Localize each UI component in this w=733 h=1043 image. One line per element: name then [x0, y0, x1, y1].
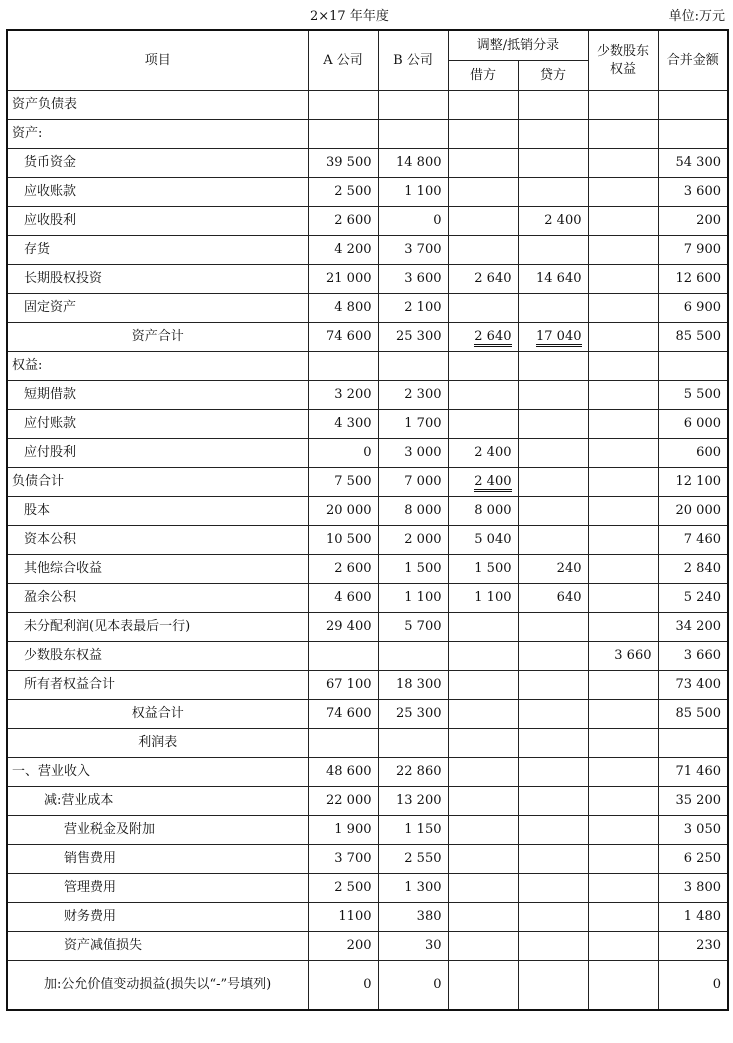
- cell-company-b: 3 700: [378, 236, 448, 265]
- table-row: [7, 120, 728, 149]
- header-minority: 少数股东权益: [588, 30, 658, 91]
- cell-consolidated: 0: [658, 961, 728, 1011]
- table-row: [7, 642, 728, 671]
- cell-minority: [588, 352, 658, 381]
- cell-credit: 2 400: [518, 207, 588, 236]
- cell-debit: 8 000: [448, 497, 518, 526]
- cell-consolidated: 7 460: [658, 526, 728, 555]
- cell-company-a: 3 200: [308, 381, 378, 410]
- cell-debit: [448, 120, 518, 149]
- underlined-value: 2 640: [474, 329, 511, 347]
- cell-company-b: [378, 729, 448, 758]
- cell-company-a: [308, 91, 378, 120]
- cell-company-a: 29 400: [308, 613, 378, 642]
- row-label: 资产合计: [7, 323, 308, 352]
- table-row: [7, 526, 728, 555]
- row-label: 管理费用: [7, 874, 308, 903]
- cell-consolidated: 12 100: [658, 468, 728, 497]
- cell-company-b: 8 000: [378, 497, 448, 526]
- cell-minority: [588, 265, 658, 294]
- cell-credit: [518, 294, 588, 323]
- cell-debit: [448, 729, 518, 758]
- cell-minority: [588, 468, 658, 497]
- row-label: 应收账款: [7, 178, 308, 207]
- cell-consolidated: 6 000: [658, 410, 728, 439]
- cell-minority: [588, 613, 658, 642]
- cell-company-b: 3 000: [378, 439, 448, 468]
- cell-debit: [448, 207, 518, 236]
- row-label: 加:公允价值变动损益(损失以“-”号填列): [7, 961, 308, 1011]
- table-row: [7, 961, 728, 1011]
- cell-credit: [518, 178, 588, 207]
- cell-company-a: 39 500: [308, 149, 378, 178]
- cell-consolidated: 600: [658, 439, 728, 468]
- cell-credit: [518, 120, 588, 149]
- cell-company-b: 25 300: [378, 323, 448, 352]
- cell-debit: [448, 381, 518, 410]
- row-label: 减:营业成本: [7, 787, 308, 816]
- cell-company-b: 25 300: [378, 700, 448, 729]
- cell-company-a: [308, 352, 378, 381]
- cell-debit: 2 400: [448, 439, 518, 468]
- cell-company-b: 30: [378, 932, 448, 961]
- cell-debit: [448, 903, 518, 932]
- cell-credit: 14 640: [518, 265, 588, 294]
- row-label: 权益:: [7, 352, 308, 381]
- cell-debit: 2 640: [448, 265, 518, 294]
- cell-consolidated: 1 480: [658, 903, 728, 932]
- cell-company-b: 380: [378, 903, 448, 932]
- cell-company-a: 1 900: [308, 816, 378, 845]
- row-label: 利润表: [7, 729, 308, 758]
- row-label: 货币资金: [7, 149, 308, 178]
- table-row: [7, 700, 728, 729]
- cell-consolidated: 85 500: [658, 323, 728, 352]
- consolidation-worksheet: [6, 29, 729, 1011]
- cell-minority: [588, 758, 658, 787]
- cell-debit: [448, 410, 518, 439]
- cell-credit: [518, 758, 588, 787]
- cell-credit: [518, 468, 588, 497]
- cell-minority: [588, 787, 658, 816]
- cell-credit: [518, 352, 588, 381]
- row-label: 应付股利: [7, 439, 308, 468]
- cell-company-a: 74 600: [308, 700, 378, 729]
- table-row: [7, 294, 728, 323]
- cell-company-b: 22 860: [378, 758, 448, 787]
- cell-minority: [588, 671, 658, 700]
- row-label: 盈余公积: [7, 584, 308, 613]
- cell-debit: [448, 642, 518, 671]
- cell-consolidated: 2 840: [658, 555, 728, 584]
- cell-minority: [588, 584, 658, 613]
- row-label: 应付账款: [7, 410, 308, 439]
- cell-company-a: 21 000: [308, 265, 378, 294]
- table-row: [7, 932, 728, 961]
- cell-minority: [588, 178, 658, 207]
- cell-company-a: 20 000: [308, 497, 378, 526]
- cell-debit: [448, 816, 518, 845]
- cell-company-a: 4 300: [308, 410, 378, 439]
- cell-company-b: 1 100: [378, 178, 448, 207]
- cell-debit: 1 500: [448, 555, 518, 584]
- cell-consolidated: 71 460: [658, 758, 728, 787]
- cell-credit: [518, 874, 588, 903]
- cell-company-b: 1 500: [378, 555, 448, 584]
- cell-minority: [588, 439, 658, 468]
- cell-debit: [448, 874, 518, 903]
- cell-debit: [448, 700, 518, 729]
- cell-consolidated: 6 900: [658, 294, 728, 323]
- cell-debit: [448, 91, 518, 120]
- cell-debit: [448, 294, 518, 323]
- cell-minority: [588, 903, 658, 932]
- cell-consolidated: [658, 120, 728, 149]
- cell-company-a: 48 600: [308, 758, 378, 787]
- row-label: 存货: [7, 236, 308, 265]
- cell-minority: [588, 961, 658, 1011]
- cell-minority: [588, 236, 658, 265]
- cell-company-a: 2 500: [308, 178, 378, 207]
- row-label: 一、营业收入: [7, 758, 308, 787]
- table-row: [7, 178, 728, 207]
- cell-credit: [518, 613, 588, 642]
- table-row: [7, 439, 728, 468]
- row-label: 资产:: [7, 120, 308, 149]
- table-row: [7, 555, 728, 584]
- cell-debit: [448, 845, 518, 874]
- table-row: [7, 410, 728, 439]
- cell-company-a: 4 600: [308, 584, 378, 613]
- cell-consolidated: 7 900: [658, 236, 728, 265]
- header-debit: 借方: [448, 61, 518, 91]
- cell-debit: [448, 671, 518, 700]
- cell-company-b: 0: [378, 207, 448, 236]
- table-row: [7, 874, 728, 903]
- row-label: 少数股东权益: [7, 642, 308, 671]
- cell-consolidated: 3 800: [658, 874, 728, 903]
- cell-minority: [588, 816, 658, 845]
- cell-credit: [518, 497, 588, 526]
- cell-debit: [448, 787, 518, 816]
- table-row: [7, 265, 728, 294]
- cell-company-a: [308, 729, 378, 758]
- table-row: [7, 149, 728, 178]
- row-label: 权益合计: [7, 700, 308, 729]
- table-row: [7, 845, 728, 874]
- underlined-value: 17 040: [536, 329, 582, 347]
- cell-consolidated: 6 250: [658, 845, 728, 874]
- header-company-a: A 公司: [308, 30, 378, 91]
- row-label: 财务费用: [7, 903, 308, 932]
- table-row: [7, 497, 728, 526]
- cell-credit: 240: [518, 555, 588, 584]
- table-row: [7, 758, 728, 787]
- row-label: 短期借款: [7, 381, 308, 410]
- table-row: [7, 613, 728, 642]
- unit-label: 单位:万元: [668, 9, 725, 24]
- cell-credit: [518, 700, 588, 729]
- row-label: 销售费用: [7, 845, 308, 874]
- cell-consolidated: 5 500: [658, 381, 728, 410]
- cell-company-b: 0: [378, 961, 448, 1011]
- row-label: 营业税金及附加: [7, 816, 308, 845]
- cell-company-b: 1 100: [378, 584, 448, 613]
- cell-minority: [588, 874, 658, 903]
- row-label: 资本公积: [7, 526, 308, 555]
- cell-minority: [588, 91, 658, 120]
- header-credit: 贷方: [518, 61, 588, 91]
- cell-company-a: 67 100: [308, 671, 378, 700]
- cell-company-b: 2 550: [378, 845, 448, 874]
- cell-debit: [448, 149, 518, 178]
- cell-company-a: 2 500: [308, 874, 378, 903]
- cell-credit: [518, 236, 588, 265]
- cell-credit: [518, 91, 588, 120]
- cell-debit: [448, 758, 518, 787]
- table-row: [7, 671, 728, 700]
- cell-company-b: 13 200: [378, 787, 448, 816]
- table-row: [7, 903, 728, 932]
- table-header: [7, 30, 728, 91]
- cell-company-b: 1 700: [378, 410, 448, 439]
- cell-company-b: 3 600: [378, 265, 448, 294]
- cell-minority: [588, 294, 658, 323]
- row-label: 应收股利: [7, 207, 308, 236]
- cell-debit: [448, 961, 518, 1011]
- cell-minority: [588, 845, 658, 874]
- cell-credit: [518, 932, 588, 961]
- cell-company-b: 2 000: [378, 526, 448, 555]
- cell-debit: [448, 323, 518, 352]
- table-row: [7, 584, 728, 613]
- row-label: 长期股权投资: [7, 265, 308, 294]
- cell-credit: [518, 816, 588, 845]
- cell-debit: [448, 178, 518, 207]
- table-row: [7, 468, 728, 497]
- cell-company-a: 2 600: [308, 207, 378, 236]
- cell-consolidated: 200: [658, 207, 728, 236]
- row-label: 资产减值损失: [7, 932, 308, 961]
- cell-consolidated: 230: [658, 932, 728, 961]
- cell-credit: [518, 961, 588, 1011]
- cell-consolidated: 20 000: [658, 497, 728, 526]
- cell-consolidated: [658, 352, 728, 381]
- cell-consolidated: [658, 91, 728, 120]
- cell-company-a: 3 700: [308, 845, 378, 874]
- cell-company-b: [378, 642, 448, 671]
- row-label: 其他综合收益: [7, 555, 308, 584]
- table-row: [7, 352, 728, 381]
- cell-credit: [518, 903, 588, 932]
- table-row: [7, 816, 728, 845]
- cell-consolidated: 3 660: [658, 642, 728, 671]
- cell-company-a: [308, 642, 378, 671]
- cell-company-a: [308, 120, 378, 149]
- row-label: 固定资产: [7, 294, 308, 323]
- cell-company-b: 14 800: [378, 149, 448, 178]
- cell-credit: [518, 526, 588, 555]
- cell-company-a: 7 500: [308, 468, 378, 497]
- cell-credit: [518, 787, 588, 816]
- cell-consolidated: [658, 729, 728, 758]
- table-row: [7, 207, 728, 236]
- row-label: 股本: [7, 497, 308, 526]
- cell-minority: [588, 410, 658, 439]
- table-row: [7, 323, 728, 352]
- table-body: [7, 91, 728, 1011]
- cell-consolidated: 35 200: [658, 787, 728, 816]
- header-consolidated: 合并金额: [658, 30, 728, 91]
- cell-company-b: 5 700: [378, 613, 448, 642]
- cell-consolidated: 34 200: [658, 613, 728, 642]
- cell-credit: [518, 845, 588, 874]
- cell-minority: 3 660: [588, 642, 658, 671]
- cell-company-b: 2 100: [378, 294, 448, 323]
- cell-credit: [518, 642, 588, 671]
- cell-credit: [518, 439, 588, 468]
- cell-company-b: 1 150: [378, 816, 448, 845]
- cell-minority: [588, 729, 658, 758]
- cell-consolidated: 54 300: [658, 149, 728, 178]
- cell-credit: [518, 410, 588, 439]
- cell-consolidated: 85 500: [658, 700, 728, 729]
- cell-debit: 1 100: [448, 584, 518, 613]
- cell-company-a: 200: [308, 932, 378, 961]
- cell-company-b: 1 300: [378, 874, 448, 903]
- cell-debit: [448, 468, 518, 497]
- table-row: [7, 91, 728, 120]
- header-company-b: B 公司: [378, 30, 448, 91]
- cell-company-a: 0: [308, 961, 378, 1011]
- cell-minority: [588, 381, 658, 410]
- cell-company-b: 7 000: [378, 468, 448, 497]
- cell-minority: [588, 555, 658, 584]
- underlined-value: 2 400: [474, 474, 511, 492]
- cell-minority: [588, 526, 658, 555]
- cell-minority: [588, 323, 658, 352]
- cell-debit: 5 040: [448, 526, 518, 555]
- row-label: 负债合计: [7, 468, 308, 497]
- cell-consolidated: 73 400: [658, 671, 728, 700]
- cell-company-b: [378, 91, 448, 120]
- table-row: [7, 787, 728, 816]
- cell-debit: [448, 932, 518, 961]
- cell-credit: [518, 671, 588, 700]
- cell-consolidated: 5 240: [658, 584, 728, 613]
- cell-credit: [518, 729, 588, 758]
- header-item: 项目: [7, 30, 308, 91]
- cell-credit: [518, 323, 588, 352]
- cell-company-b: 2 300: [378, 381, 448, 410]
- cell-debit: [448, 236, 518, 265]
- table-row: [7, 381, 728, 410]
- cell-company-a: 4 200: [308, 236, 378, 265]
- page-header: [0, 0, 733, 28]
- cell-credit: [518, 381, 588, 410]
- cell-minority: [588, 120, 658, 149]
- cell-company-a: 4 800: [308, 294, 378, 323]
- cell-company-a: 0: [308, 439, 378, 468]
- cell-company-a: 10 500: [308, 526, 378, 555]
- cell-minority: [588, 932, 658, 961]
- cell-credit: 640: [518, 584, 588, 613]
- table-row: [7, 236, 728, 265]
- cell-company-a: 22 000: [308, 787, 378, 816]
- cell-minority: [588, 700, 658, 729]
- table-row: [7, 729, 728, 758]
- cell-company-a: 74 600: [308, 323, 378, 352]
- cell-company-a: 1100: [308, 903, 378, 932]
- report-period: 2×17 年年度: [310, 9, 389, 24]
- row-label: 所有者权益合计: [7, 671, 308, 700]
- cell-company-b: 18 300: [378, 671, 448, 700]
- cell-consolidated: 12 600: [658, 265, 728, 294]
- cell-debit: [448, 613, 518, 642]
- cell-consolidated: 3 600: [658, 178, 728, 207]
- cell-minority: [588, 497, 658, 526]
- cell-consolidated: 3 050: [658, 816, 728, 845]
- cell-debit: [448, 352, 518, 381]
- cell-company-a: 2 600: [308, 555, 378, 584]
- header-adjustments: 调整/抵销分录: [448, 30, 588, 61]
- cell-minority: [588, 207, 658, 236]
- row-label: 未分配利润(见本表最后一行): [7, 613, 308, 642]
- cell-credit: [518, 149, 588, 178]
- cell-company-b: [378, 120, 448, 149]
- row-label: 资产负债表: [7, 91, 308, 120]
- cell-minority: [588, 149, 658, 178]
- cell-company-b: [378, 352, 448, 381]
